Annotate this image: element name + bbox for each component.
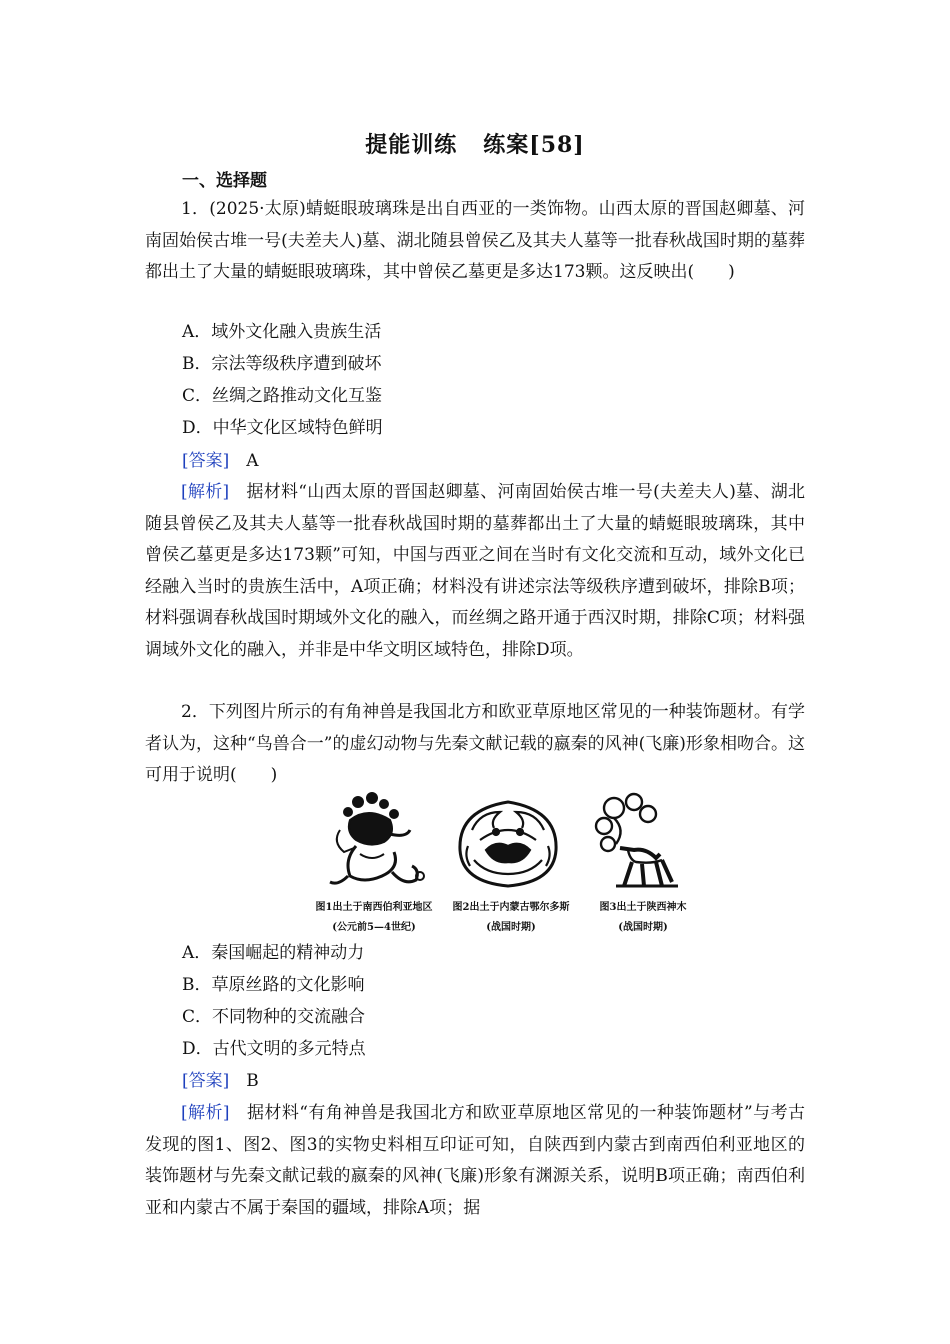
q2-answer-value: B <box>246 1071 259 1091</box>
q2-stem: 2．下列图片所示的有角神兽是我国北方和欧亚草原地区常见的一种装饰题材。有学者认为，这种“鸟兽合一”的虚幻动物与先秦文献记载的嬴秦的风神(飞廉)形象相吻合。这可用于说明( ) <box>145 702 805 785</box>
figure-2-caption-title: 图2出土于内蒙古鄂尔多斯 <box>452 902 570 913</box>
figure-1-horned-beast-icon <box>320 790 430 894</box>
section-heading: 一、选择题 <box>182 171 267 191</box>
q2-answer <box>182 1066 259 1098</box>
figure-3-caption <box>578 898 708 938</box>
q1-stem: 1．(2025·太原)蜻蜓眼玻璃珠是出自西亚的一类饰物。山西太原的晋国赵卿墓、河南固始侯古堆一号(夫差夫人)墓、湖北随县曾侯乙及其夫人墓等一批春秋战国时期的墓葬都出土了大量的蜻蜓眼玻璃珠，其中曾侯乙墓更是多达173颗。这反映出( ) <box>145 199 805 282</box>
q2-analysis-text: 据材料“有角神兽是我国北方和欧亚草原地区常见的一种装饰题材”与考古发现的图1、图2、图3的实物史料相互印证可知，自陕西到内蒙古到南西伯利亚地区的装饰题材与先秦文献记载的嬴秦的风神(飞廉)形象有渊源关系，说明B项正确；南西伯利亚和内蒙古不属于秦国的疆域，排除A项；据 <box>145 1103 805 1218</box>
figure-1-caption-title: 图1出土于南西伯利亚地区 <box>315 902 433 913</box>
figure-3-horned-beast-icon <box>586 790 682 894</box>
figure-3-caption-title: 图3出土于陕西神木 <box>599 902 687 913</box>
page-title <box>0 128 950 159</box>
q2-option-c: C．不同物种的交流融合 <box>182 1007 366 1027</box>
q1-answer-value: A <box>246 451 259 471</box>
figure-1-caption-sub: (公元前5—4世纪) <box>332 922 416 933</box>
q1-analysis-tag: [解析] <box>181 482 230 502</box>
q1-answer-tag: [答案] <box>182 451 230 471</box>
figure-1-caption <box>304 898 444 938</box>
q1-option-b: B．宗法等级秩序遭到破坏 <box>182 354 382 374</box>
q2-answer-tag: [答案] <box>182 1071 230 1091</box>
q1-answer <box>182 446 259 478</box>
figure-2-horned-beast-icon <box>450 790 566 894</box>
title-left: 提能训练 <box>365 132 458 158</box>
q1-option-a: A．域外文化融入贵族生活 <box>182 322 382 342</box>
q1-analysis <box>145 477 805 666</box>
q1-option-d: D．中华文化区域特色鲜明 <box>182 418 383 438</box>
figure-2-caption-sub: (战国时期) <box>486 922 536 933</box>
q1-option-c: C．丝绸之路推动文化互鉴 <box>182 386 383 406</box>
figure-3-caption-sub: (战国时期) <box>618 922 668 933</box>
q1-analysis-text: 据材料“山西太原的晋国赵卿墓、河南固始侯古堆一号(夫差夫人)墓、湖北随县曾侯乙及其夫人墓等一批春秋战国时期的墓葬都出土了大量的蜻蜓眼玻璃珠，其中曾侯乙墓更是多达173颗”可知，中国与西亚之间在当时有文化交流和互动，域外文化已经融入当时的贵族生活中，A项正确；材料没有讲述宗法等级秩序遭到破坏，排除B项；材料强调春秋战国时期域外文化的融入，而丝绸之路开通于西汉时期，排除C项；材料强调域外文化的融入，并非是中华文明区域特色，排除D项。 <box>145 482 805 660</box>
q2-analysis <box>145 1098 805 1224</box>
q2-option-a: A．秦国崛起的精神动力 <box>182 943 365 963</box>
q2-analysis-tag: [解析] <box>181 1103 230 1123</box>
q2-option-b: B．草原丝路的文化影响 <box>182 975 365 995</box>
title-right: 练案[58] <box>483 132 585 158</box>
q2-option-d: D．古代文明的多元特点 <box>182 1039 366 1059</box>
figure-2-caption <box>444 898 578 938</box>
figure-group <box>304 790 708 936</box>
